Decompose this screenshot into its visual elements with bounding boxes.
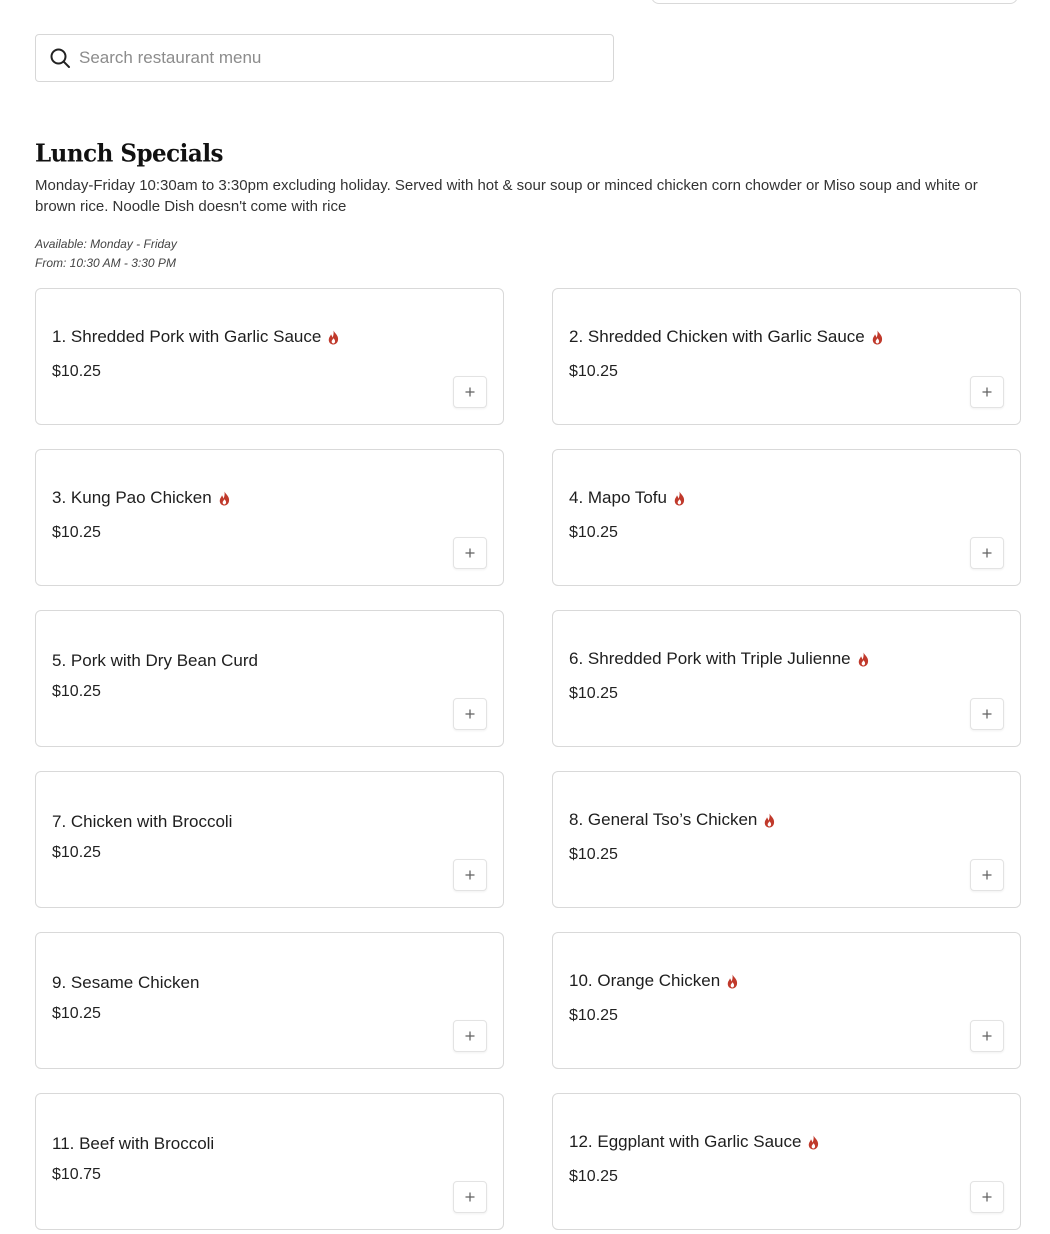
menu-item-name-text: 9. Sesame Chicken	[52, 973, 200, 992]
menu-item-name	[569, 649, 870, 669]
menu-item-card[interactable]	[35, 288, 504, 425]
menu-item-name-text: 10. Orange Chicken	[569, 971, 721, 990]
menu-item-name	[569, 810, 776, 830]
plus-icon	[981, 386, 993, 398]
menu-item-name	[569, 327, 884, 347]
menu-item-name	[52, 488, 231, 508]
menu-item-name	[569, 488, 686, 508]
plus-icon	[464, 547, 476, 559]
plus-icon	[464, 869, 476, 881]
menu-item-price: $10.25	[569, 846, 618, 863]
flame-icon	[327, 330, 340, 345]
search-bar[interactable]	[35, 34, 614, 82]
add-item-button[interactable]	[453, 698, 487, 730]
menu-item-card[interactable]	[552, 449, 1021, 586]
menu-item-name	[52, 327, 340, 347]
menu-item-name-text: 8. General Tso’s Chicken	[569, 810, 758, 829]
available-hours: From: 10:30 AM - 3:30 PM	[35, 256, 176, 270]
menu-item-name	[52, 651, 258, 671]
menu-item-name-text: 5. Pork with Dry Bean Curd	[52, 651, 258, 670]
add-item-button[interactable]	[970, 698, 1004, 730]
add-item-button[interactable]	[970, 1181, 1004, 1213]
menu-item-card[interactable]	[552, 932, 1021, 1069]
add-item-button[interactable]	[970, 537, 1004, 569]
menu-item-name-text: 12. Eggplant with Garlic Sauce	[569, 1132, 802, 1151]
section-description: Monday-Friday 10:30am to 3:30pm excluding holiday. Served with hot & sour soup or minced chicken corn chowder or Miso soup and white or brown rice. Noodle Dish doesn't come with rice	[35, 177, 978, 215]
menu-item-card[interactable]	[35, 771, 504, 908]
flame-icon	[857, 652, 870, 667]
menu-item-name	[52, 1134, 214, 1154]
menu-item-name-text: 4. Mapo Tofu	[569, 488, 667, 507]
menu-item-price: $10.75	[52, 1166, 101, 1183]
menu-item-price: $10.25	[52, 524, 101, 541]
menu-item-name-text: 6. Shredded Pork with Triple Julienne	[569, 649, 851, 668]
add-item-button[interactable]	[970, 1020, 1004, 1052]
menu-item-name	[52, 973, 199, 993]
plus-icon	[981, 1030, 993, 1042]
menu-item-price: $10.25	[52, 844, 101, 861]
menu-item-card[interactable]	[35, 610, 504, 747]
menu-item-name-text: 2. Shredded Chicken with Garlic Sauce	[569, 327, 865, 346]
menu-item-name-text: 3. Kung Pao Chicken	[52, 488, 212, 507]
plus-icon	[464, 708, 476, 720]
menu-item-card[interactable]	[552, 610, 1021, 747]
menu-item-price: $10.25	[52, 1005, 101, 1022]
menu-item-card[interactable]	[35, 449, 504, 586]
menu-item-card[interactable]	[552, 771, 1021, 908]
top-dropdown[interactable]	[651, 0, 1018, 4]
add-item-button[interactable]	[970, 859, 1004, 891]
plus-icon	[981, 708, 993, 720]
plus-icon	[464, 1191, 476, 1203]
plus-icon	[464, 1030, 476, 1042]
available-days: Available: Monday - Friday	[35, 237, 177, 251]
menu-item-name	[569, 1132, 820, 1152]
search-icon	[49, 47, 71, 69]
menu-item-name-text: 7. Chicken with Broccoli	[52, 812, 233, 831]
menu-item-name	[569, 971, 739, 991]
menu-item-card[interactable]	[35, 1093, 504, 1230]
add-item-button[interactable]	[453, 1020, 487, 1052]
plus-icon	[981, 1191, 993, 1203]
menu-item-price: $10.25	[569, 1168, 618, 1185]
menu-item-name-text: 1. Shredded Pork with Garlic Sauce	[52, 327, 322, 346]
menu-item-price: $10.25	[569, 363, 618, 380]
flame-icon	[218, 491, 231, 506]
menu-item-price: $10.25	[52, 683, 101, 700]
add-item-button[interactable]	[453, 1181, 487, 1213]
menu-item-price: $10.25	[52, 363, 101, 380]
add-item-button[interactable]	[970, 376, 1004, 408]
menu-item-card[interactable]	[552, 1093, 1021, 1230]
add-item-button[interactable]	[453, 376, 487, 408]
menu-item-name	[52, 812, 232, 832]
section-title: Lunch Specials	[35, 139, 224, 168]
search-input[interactable]	[79, 48, 579, 68]
flame-icon	[726, 974, 739, 989]
flame-icon	[807, 1135, 820, 1150]
menu-item-price: $10.25	[569, 1007, 618, 1024]
flame-icon	[871, 330, 884, 345]
menu-item-price: $10.25	[569, 524, 618, 541]
flame-icon	[673, 491, 686, 506]
flame-icon	[763, 813, 776, 828]
menu-item-card[interactable]	[552, 288, 1021, 425]
plus-icon	[981, 547, 993, 559]
menu-item-name-text: 11. Beef with Broccoli	[52, 1134, 215, 1153]
menu-item-price: $10.25	[569, 685, 618, 702]
menu-item-card[interactable]	[35, 932, 504, 1069]
plus-icon	[981, 869, 993, 881]
add-item-button[interactable]	[453, 537, 487, 569]
availability-info	[35, 235, 177, 273]
plus-icon	[464, 386, 476, 398]
add-item-button[interactable]	[453, 859, 487, 891]
